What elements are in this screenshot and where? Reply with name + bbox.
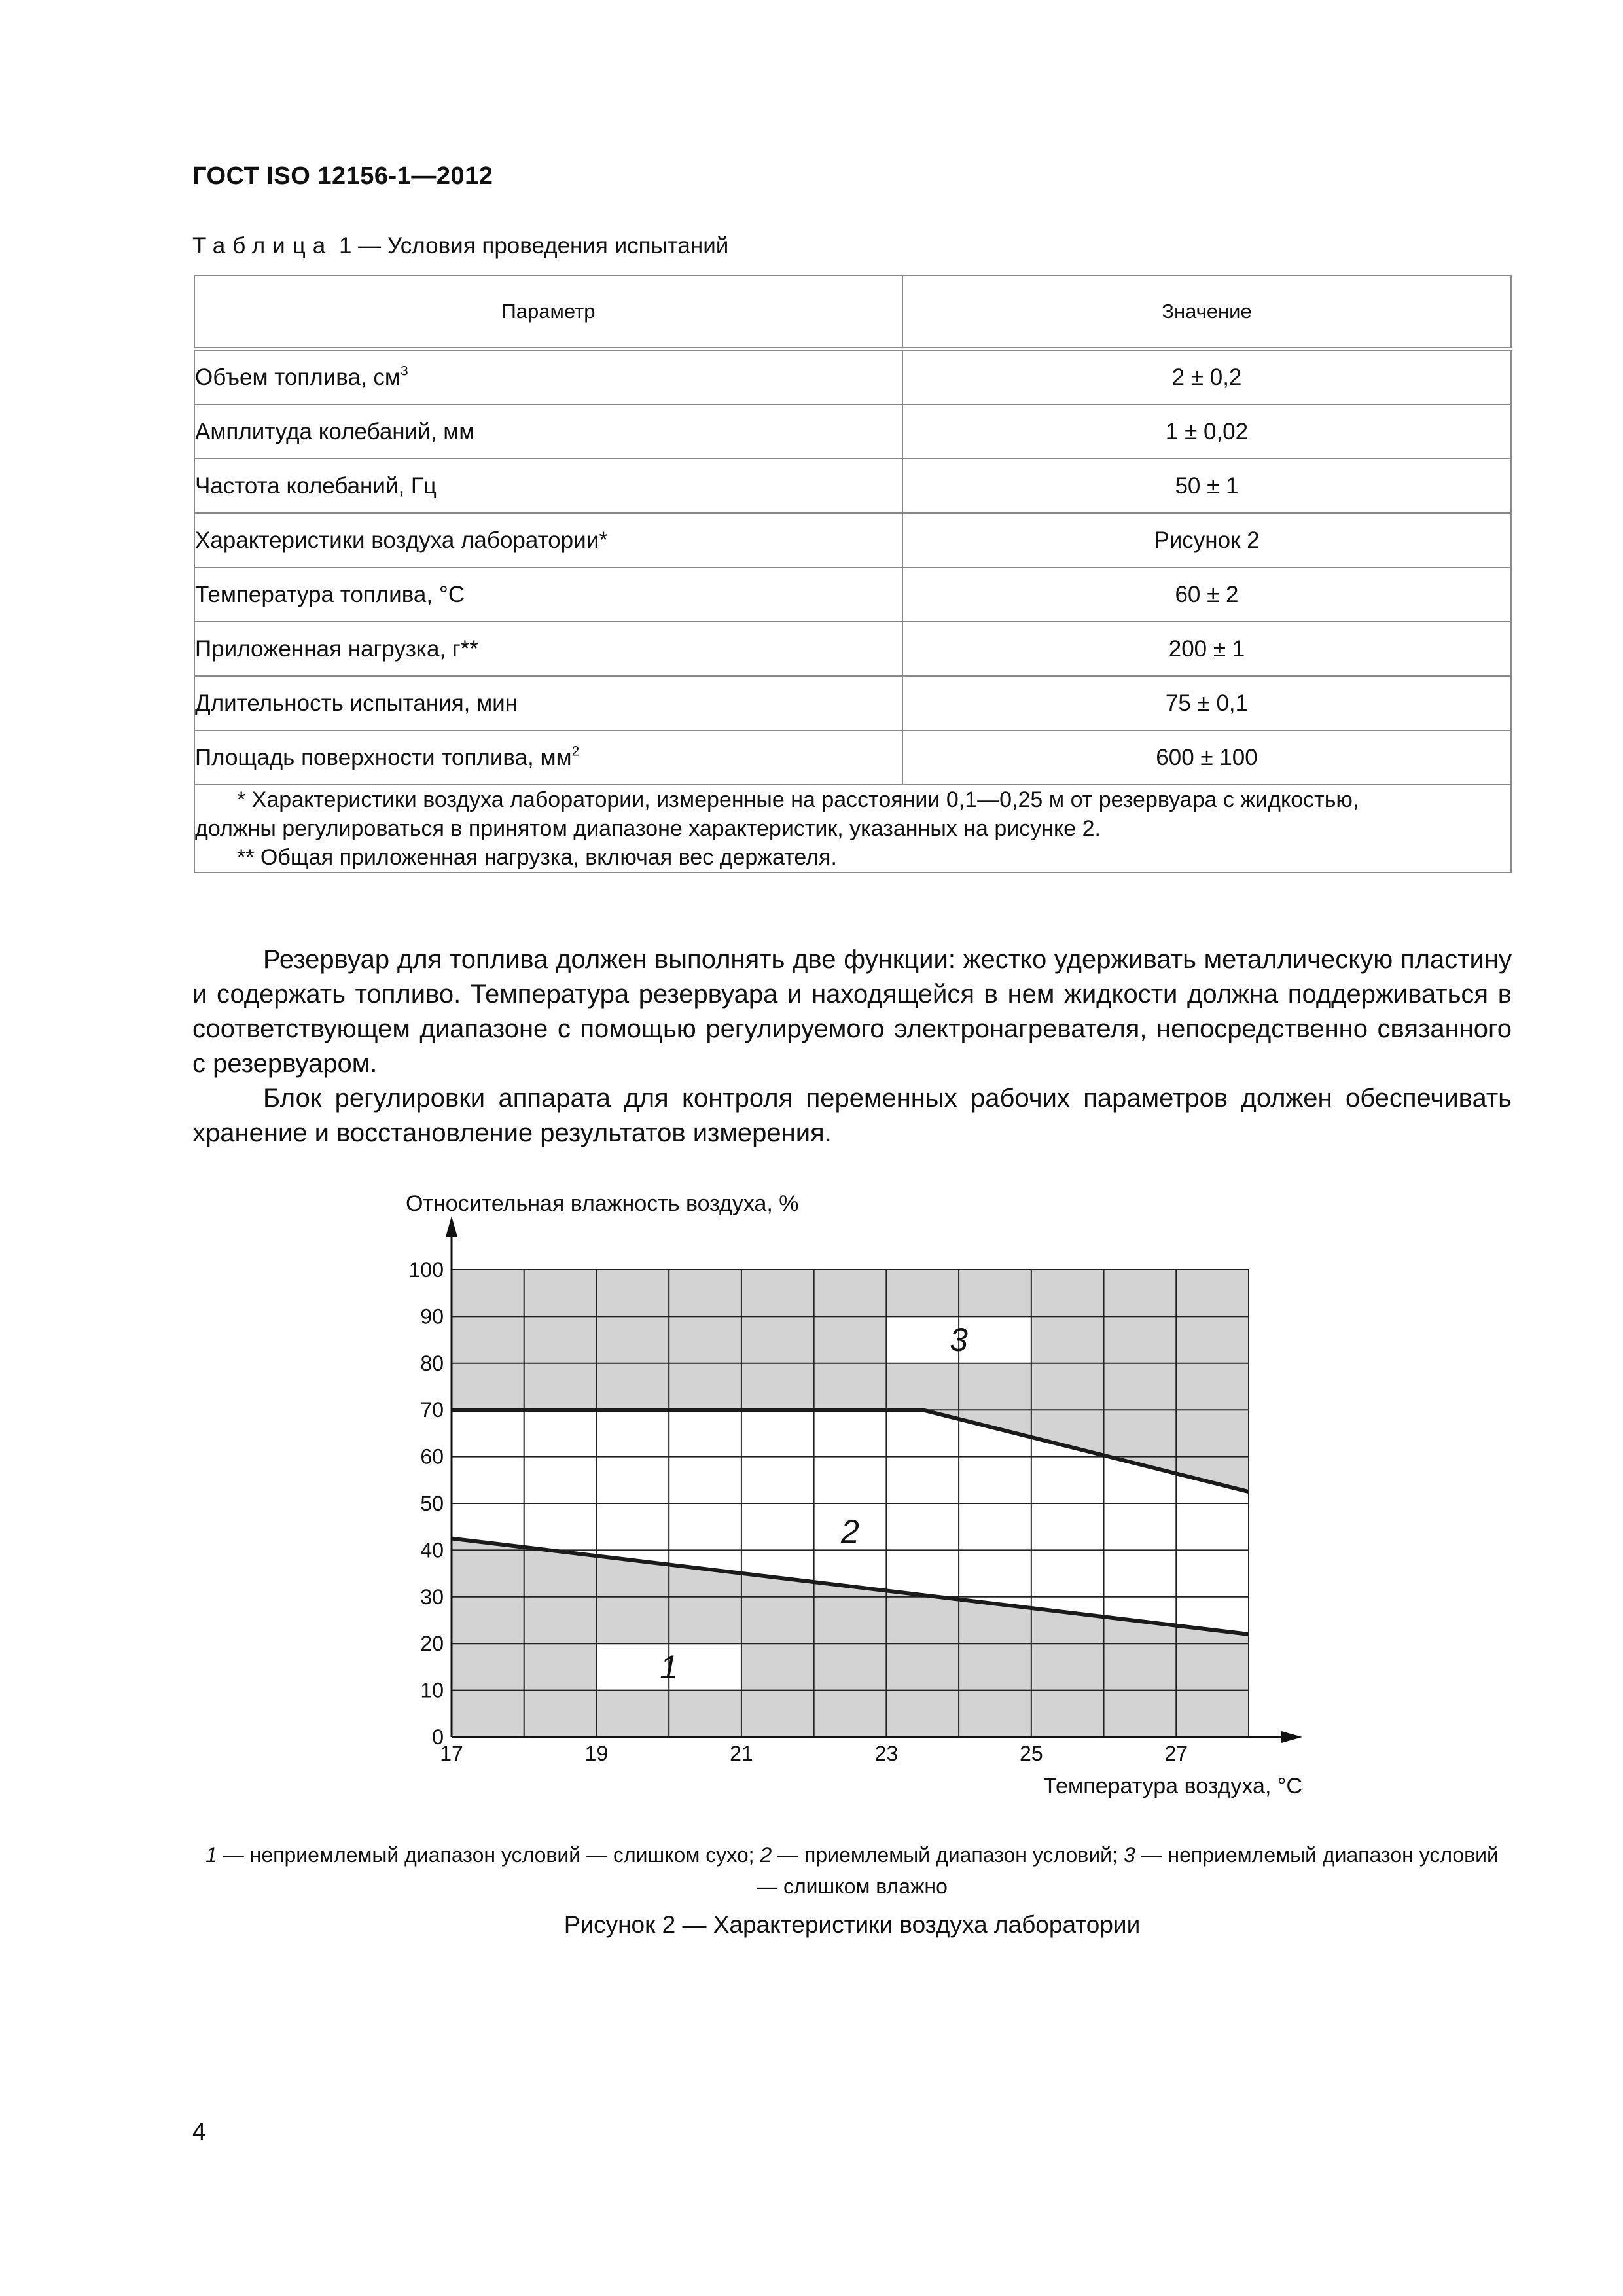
y-tick-label: 20 <box>420 1632 444 1656</box>
figure-legend <box>192 1839 1512 1902</box>
region-label: 3 <box>950 1321 968 1359</box>
x-tick-label: 19 <box>584 1742 609 1765</box>
paragraph: Блок регулировки аппарата для контроля переменных рабочих параметров должен обеспечивать хранение и восстановление результатов измерения. <box>192 1084 1512 1147</box>
row-parameter: Приложенная нагрузка, г** <box>194 622 902 676</box>
region-label: 2 <box>841 1513 859 1550</box>
note-line: должны регулироваться в принятом диапазоне характеристик, указанных на рисунке 2. <box>195 816 1101 841</box>
figure-caption: Рисунок 2 — Характеристики воздуха лаборатории <box>563 1911 1141 1938</box>
table-row <box>194 730 1511 785</box>
note-line: * Характеристики воздуха лаборатории, измеренные на расстоянии 0,1—0,25 м от резервуара с жидкостью, <box>237 787 1359 812</box>
humidity-chart <box>366 1191 1322 1806</box>
x-tick-label: 25 <box>1020 1742 1043 1765</box>
table-header-row <box>194 276 1511 349</box>
table-row <box>194 459 1511 513</box>
x-tick-label: 27 <box>1164 1742 1188 1765</box>
y-tick-label: 50 <box>420 1492 444 1515</box>
y-axis-label: Относительная влажность воздуха, % <box>406 1191 799 1216</box>
x-axis-label: Температура воздуха, °С <box>1043 1774 1302 1799</box>
y-tick-label: 30 <box>420 1585 444 1609</box>
page-number: 4 <box>192 2118 206 2145</box>
x-tick-label: 21 <box>730 1742 753 1765</box>
body-text <box>192 942 1512 1151</box>
row-parameter: Площадь поверхности топлива, $мм^2$ <box>194 730 902 785</box>
table-notes-row <box>194 785 1511 872</box>
y-tick-label: 10 <box>420 1678 444 1702</box>
paragraph: Резервуар для топлива должен выполнять две функции: жестко удерживать металлическую пластину и содержать топливо. Температура резервуара и находящейся в нем жидкости должна поддерживаться в соответствующем диапазоне с помощью регулируемого электронагревателя, непосредственно связанного с резервуаром. <box>192 945 1512 1078</box>
row-value: 75 ± 0,1 <box>902 676 1511 730</box>
x-axis-arrow <box>1281 1731 1302 1743</box>
row-value: 50 ± 1 <box>902 459 1511 513</box>
y-tick-label: 60 <box>420 1444 444 1469</box>
x-tick-label: 17 <box>440 1742 463 1765</box>
row-value: 60 ± 2 <box>902 567 1511 622</box>
row-value: 200 ± 1 <box>902 622 1511 676</box>
table-caption-title: 1 — Условия проведения испытаний <box>338 233 729 259</box>
legend-text: — неприемлемый диапазон условий — слишком сухо; <box>217 1843 760 1867</box>
region-label: 1 <box>660 1648 679 1685</box>
legend-text: — приемлемый диапазон условий; <box>772 1843 1124 1867</box>
table-row <box>194 676 1511 730</box>
legend-number: 3 <box>1123 1843 1135 1867</box>
y-tick-label: 100 <box>408 1258 444 1282</box>
legend-number: 2 <box>760 1843 772 1867</box>
table-row <box>194 622 1511 676</box>
row-parameter: Длительность испытания, мин <box>194 676 902 730</box>
legend-number: 1 <box>205 1843 217 1867</box>
test-conditions-table <box>194 275 1512 873</box>
row-parameter: Температура топлива, °С <box>194 567 902 622</box>
table-caption <box>192 233 728 259</box>
y-tick-label: 40 <box>420 1538 444 1562</box>
row-parameter: Амплитуда колебаний, мм <box>194 404 902 459</box>
table-row <box>194 567 1511 622</box>
chart-svg <box>366 1191 1322 1806</box>
row-parameter: Частота колебаний, Гц <box>194 459 902 513</box>
x-tick-label: 23 <box>874 1742 899 1765</box>
row-value: 1 ± 0,02 <box>902 404 1511 459</box>
table-caption-word: Таблица <box>192 233 333 259</box>
table-row <box>194 404 1511 459</box>
y-tick-label: 80 <box>420 1351 444 1375</box>
y-tick-label: 90 <box>420 1304 444 1329</box>
table-row <box>194 513 1511 567</box>
row-value: 2 ± 0,2 <box>902 349 1511 404</box>
row-parameter: Объем топлива, $см^3$ <box>194 349 902 404</box>
y-axis-arrow <box>446 1216 457 1237</box>
header-parameter: Параметр <box>194 276 902 349</box>
y-tick-label: 0 <box>432 1725 444 1749</box>
row-parameter: Характеристики воздуха лаборатории* <box>194 513 902 567</box>
header-value: Значение <box>902 276 1511 349</box>
legend-text: — неприемлемый диапазон условий — слишком влажно <box>757 1843 1499 1898</box>
table-row <box>194 349 1511 404</box>
note-line: ** Общая приложенная нагрузка, включая вес держателя. <box>237 845 837 870</box>
table-notes <box>194 785 1511 872</box>
document-header: ГОСТ ISO 12156-1—2012 <box>192 162 493 190</box>
y-tick-label: 70 <box>420 1398 444 1422</box>
row-value: Рисунок 2 <box>902 513 1511 567</box>
row-value: 600 ± 100 <box>902 730 1511 785</box>
